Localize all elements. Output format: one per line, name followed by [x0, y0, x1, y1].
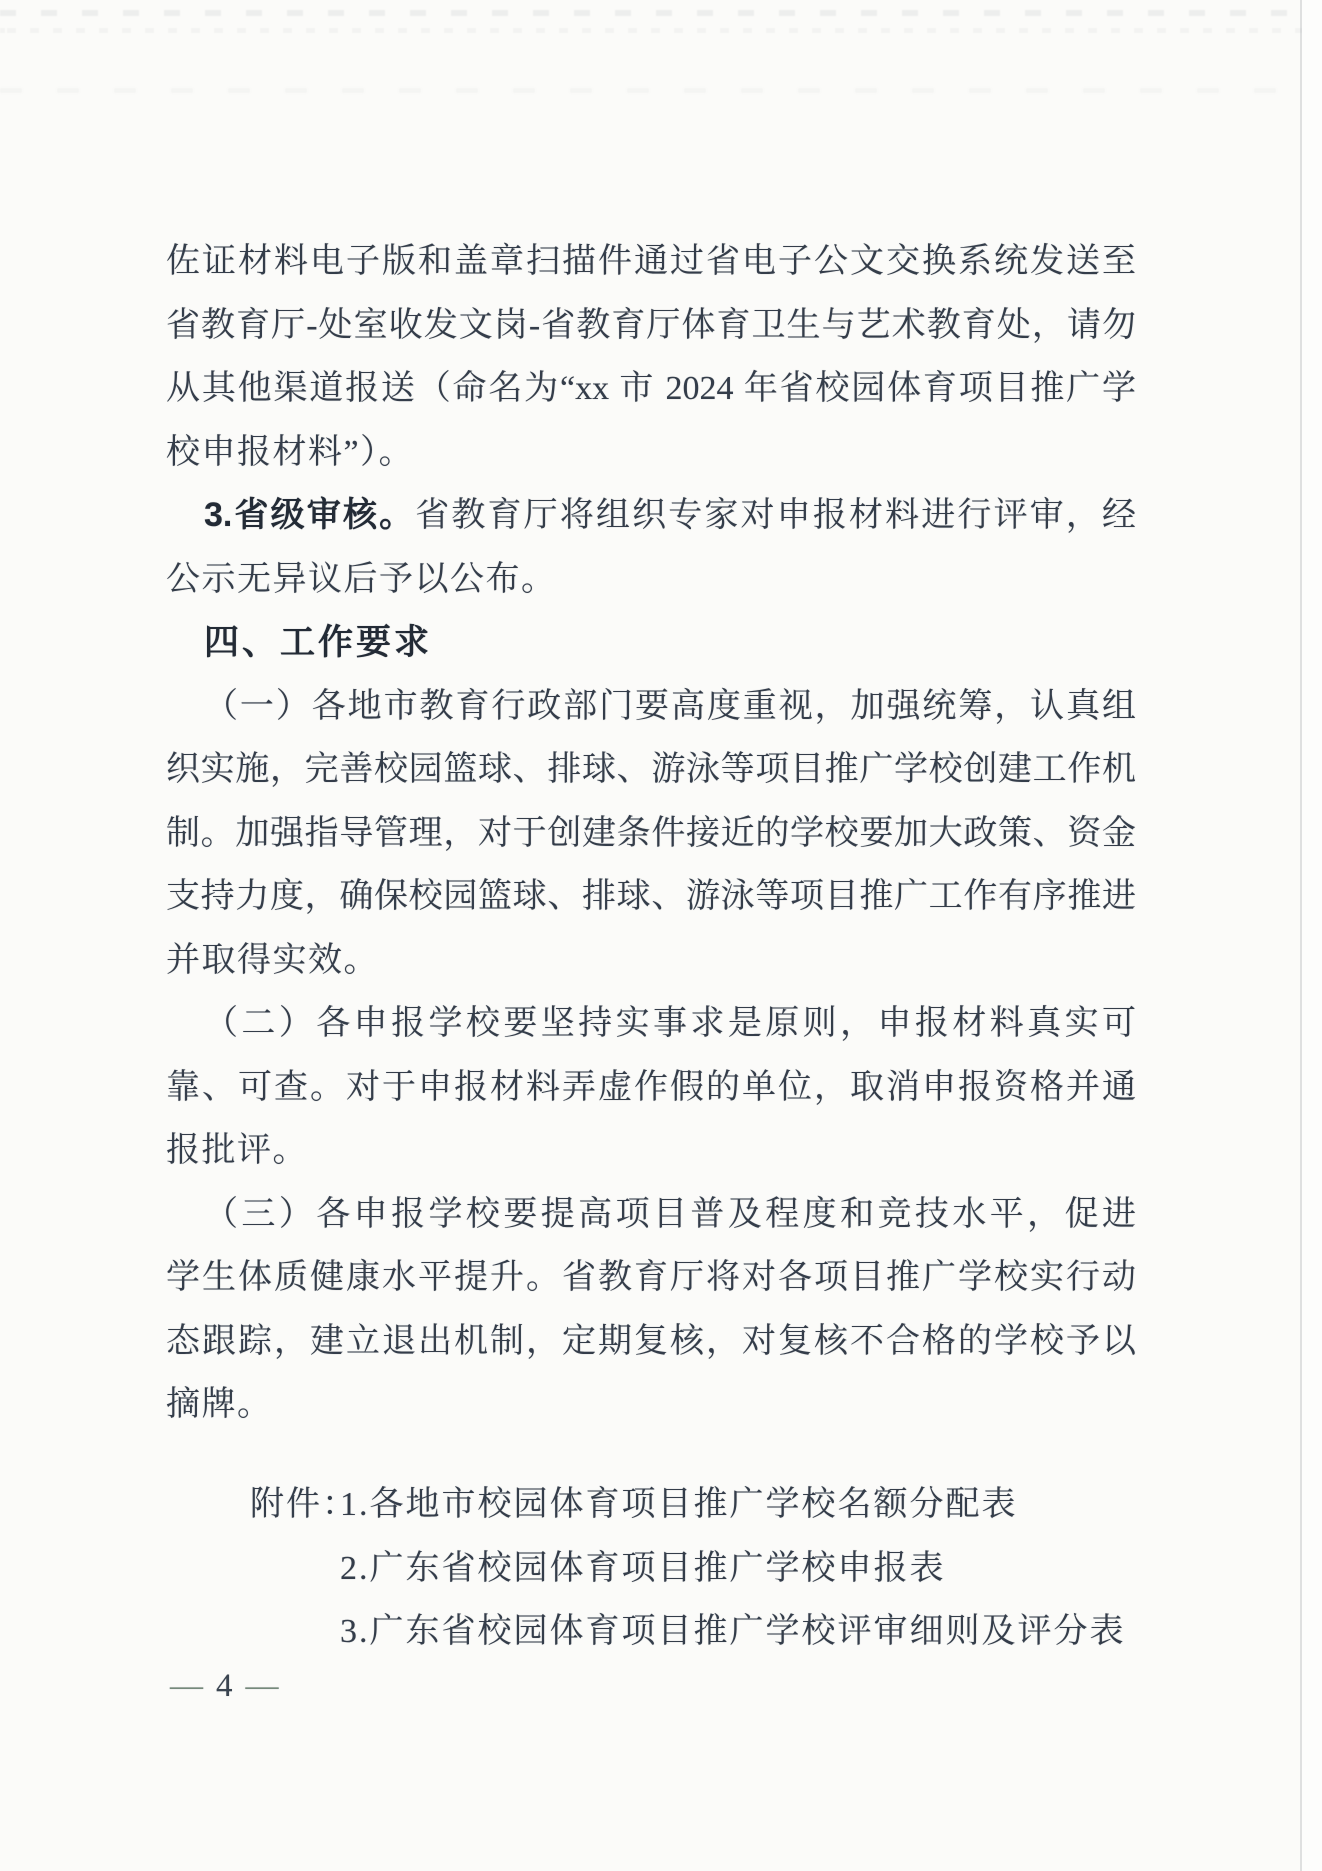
body-line: 从其他渠道报送（命名为“xx 市 2024 年省校园体育项目推广学 [166, 370, 1136, 407]
attachments-label: 附件： [250, 1486, 358, 1523]
attachments-section [166, 1473, 1216, 1664]
body-line: （一）各地市教育行政部门要高度重视，加强统筹，认真组 [204, 687, 1136, 725]
body-line: 佐证材料电子版和盖章扫描件通过省电子公文交换系统发送至 [166, 243, 1136, 280]
attachment-item [166, 1473, 1216, 1537]
body-line: 摘牌。 [166, 1386, 273, 1423]
body-line: 公示无异议后予以公布。 [166, 560, 557, 598]
body-line: 态跟踪，建立退出机制，定期复核，对复核不合格的学校予以 [166, 1322, 1136, 1360]
body-line: 并取得实效。 [166, 941, 379, 979]
scan-artifact [0, 88, 1322, 93]
section-heading: 四、工作要求 [204, 623, 433, 662]
body-line: （三）各申报学校要提高项目普及程度和竞技水平，促进 [204, 1195, 1136, 1233]
body-line: （二）各申报学校要坚持实事求是原则，申报材料真实可 [204, 1005, 1136, 1042]
attachment-item [166, 1537, 1216, 1601]
body-line: 支持力度，确保校园篮球、排球、游泳等项目推广工作有序推进 [166, 878, 1136, 915]
page-number: 4 [216, 1668, 233, 1704]
footer-dash: — [245, 1668, 279, 1704]
footer-dash: — [170, 1668, 203, 1704]
body-line [166, 484, 1136, 548]
body-line: 织实施，完善校园篮球、排球、游泳等项目推广学校创建工作机 [166, 751, 1136, 788]
page-edge-line [1300, 0, 1302, 1871]
attachment-item-text: 2.广东省校园体育项目推广学校申报表 [340, 1549, 946, 1587]
document-body [166, 230, 1136, 1437]
body-line: 报批评。 [166, 1132, 308, 1169]
body-line: 制。加强指导管理，对于创建条件接近的学校要加大政策、资金 [166, 814, 1136, 852]
body-line-text: 省教育厅将组织专家对申报材料进行评审，经 [415, 497, 1136, 534]
body-line: 靠、可查。对于申报材料弄虚作假的单位，取消申报资格并通 [166, 1068, 1136, 1106]
attachment-item [166, 1600, 1216, 1664]
attachment-item-text: 1.各地市校园体育项目推广学校名额分配表 [340, 1486, 1018, 1523]
attachment-item-text: 3.广东省校园体育项目推广学校评审细则及评分表 [340, 1613, 1126, 1650]
page-footer [170, 1666, 292, 1706]
body-line: 学生体质健康水平提升。省教育厅将对各项目推广学校实行动 [166, 1259, 1136, 1296]
scan-artifact [0, 6, 1322, 42]
body-line: 校申报材料”）。 [166, 433, 415, 471]
paragraph-lead-bold: 3.省级审核。 [204, 496, 416, 534]
body-line: 省教育厅-处室收发文岗-省教育厅体育卫生与艺术教育处，请勿 [166, 306, 1136, 344]
scan-margin [1302, 0, 1322, 1871]
